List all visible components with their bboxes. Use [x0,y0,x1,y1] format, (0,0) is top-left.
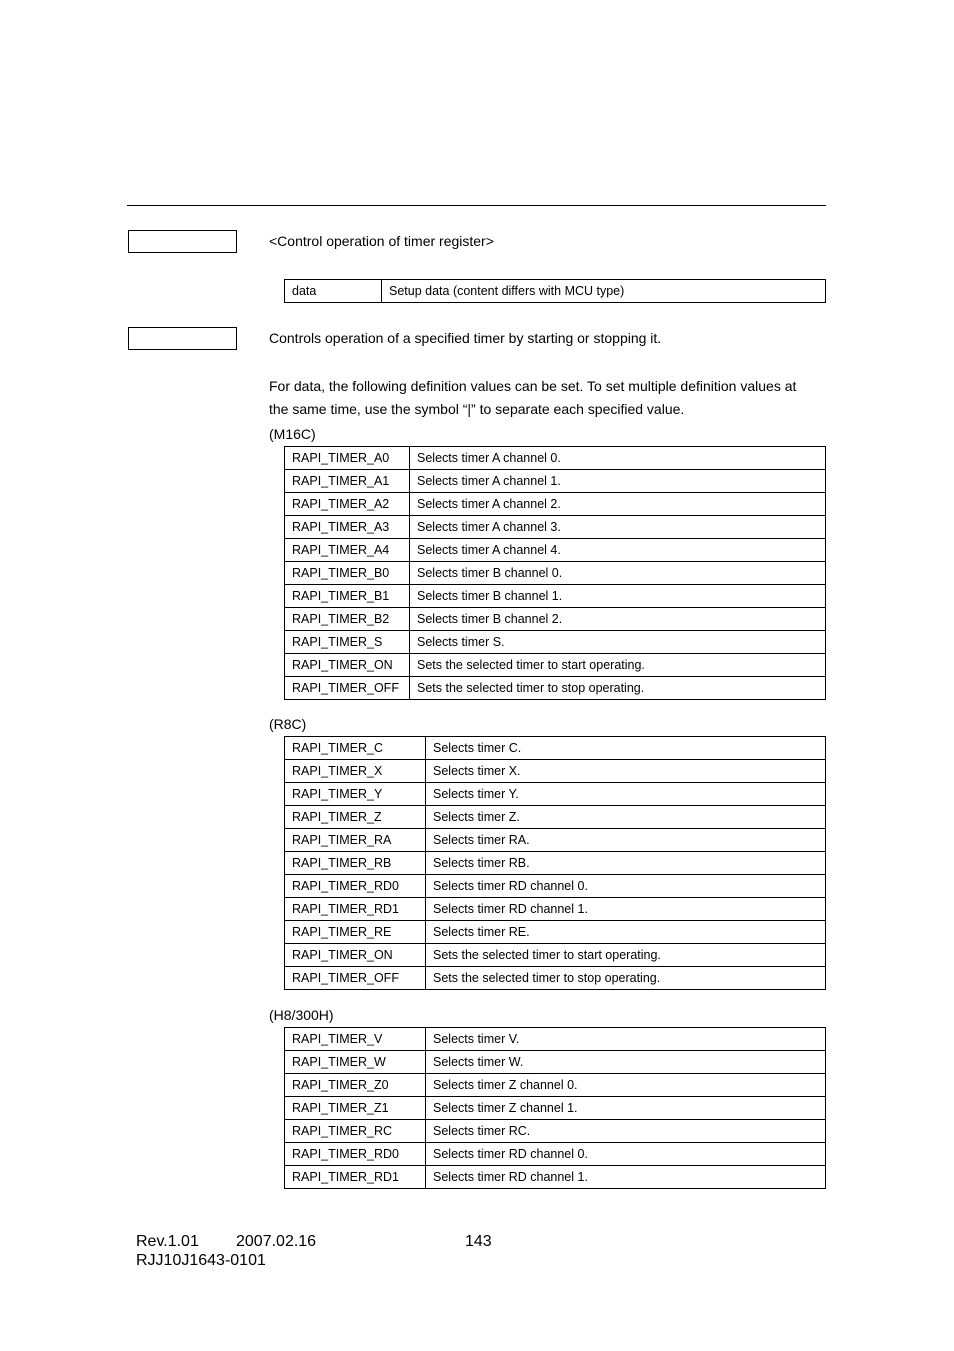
definition-description: Selects timer RD channel 1. [426,898,826,921]
table-row [285,875,826,898]
description-label-box [128,327,237,350]
definition-name: RAPI_TIMER_X [285,760,426,783]
table-row [285,783,826,806]
table-row [285,585,826,608]
definition-name: RAPI_TIMER_ON [285,654,410,677]
description-para-line-1: For data, the following definition values can be set. To set multiple definition values at [269,378,797,394]
definition-description: Sets the selected timer to stop operating. [426,967,826,990]
definition-description: Selects timer A channel 0. [410,447,826,470]
table-row [285,562,826,585]
argument-name: data [285,280,382,303]
top-rule [127,205,826,206]
table-row [285,944,826,967]
table-row [285,1143,826,1166]
definition-name: RAPI_TIMER_A3 [285,516,410,539]
definition-name: RAPI_TIMER_W [285,1051,426,1074]
definition-description: Selects timer RB. [426,852,826,875]
argument-description: Setup data (content differs with MCU type) [382,280,826,303]
table-row [285,1028,826,1051]
r8c-table [284,736,826,990]
footer-doc-id: RJJ10J1643-0101 [136,1252,266,1269]
table-row [285,654,826,677]
definition-description: Sets the selected timer to start operating. [426,944,826,967]
definition-name: RAPI_TIMER_A0 [285,447,410,470]
table-row [285,1120,826,1143]
definition-description: Sets the selected timer to start operating. [410,654,826,677]
table-row [285,493,826,516]
definition-name: RAPI_TIMER_A1 [285,470,410,493]
definition-name: RAPI_TIMER_OFF [285,677,410,700]
table-row [285,1074,826,1097]
definition-name: RAPI_TIMER_B0 [285,562,410,585]
definition-name: RAPI_TIMER_Z [285,806,426,829]
definition-description: Selects timer W. [426,1051,826,1074]
definition-description: Selects timer Z channel 1. [426,1097,826,1120]
definition-description: Selects timer RE. [426,921,826,944]
definition-name: RAPI_TIMER_A2 [285,493,410,516]
h8-300h-label: (H8/300H) [269,1007,334,1023]
table-row [285,470,826,493]
definition-description: Selects timer RD channel 0. [426,875,826,898]
definition-name: RAPI_TIMER_OFF [285,967,426,990]
footer-revision: Rev.1.01 [136,1233,199,1250]
syntax-label-box [128,230,237,253]
definition-name: RAPI_TIMER_RA [285,829,426,852]
table-row [285,829,826,852]
table-row [285,898,826,921]
definition-description: Sets the selected timer to stop operating. [410,677,826,700]
definition-description: Selects timer B channel 1. [410,585,826,608]
definition-description: Selects timer X. [426,760,826,783]
h8-300h-table [284,1027,826,1189]
definition-name: RAPI_TIMER_Z0 [285,1074,426,1097]
definition-description: Selects timer B channel 2. [410,608,826,631]
definition-name: RAPI_TIMER_Z1 [285,1097,426,1120]
definition-name: RAPI_TIMER_RD0 [285,875,426,898]
table-row [285,677,826,700]
definition-description: Selects timer A channel 4. [410,539,826,562]
table-row [285,921,826,944]
description-summary: Controls operation of a specified timer by starting or stopping it. [269,330,662,346]
definition-description: Selects timer A channel 1. [410,470,826,493]
table-row [285,852,826,875]
table-row [285,1097,826,1120]
definition-name: RAPI_TIMER_B2 [285,608,410,631]
definition-description: Selects timer S. [410,631,826,654]
footer-date: 2007.02.16 [236,1233,317,1250]
table-row [285,539,826,562]
m16c-label: (M16C) [269,426,316,442]
definition-description: Selects timer RA. [426,829,826,852]
table-row [285,737,826,760]
definition-description: Selects timer RC. [426,1120,826,1143]
definition-name: RAPI_TIMER_C [285,737,426,760]
definition-name: RAPI_TIMER_RC [285,1120,426,1143]
argument-table [284,279,826,303]
definition-description: Selects timer A channel 3. [410,516,826,539]
table-row [285,967,826,990]
table-row [285,631,826,654]
table-row [285,447,826,470]
r8c-label: (R8C) [269,716,307,732]
definition-description: Selects timer A channel 2. [410,493,826,516]
definition-name: RAPI_TIMER_RD1 [285,1166,426,1189]
table-row [285,1166,826,1189]
table-row [285,760,826,783]
definition-name: RAPI_TIMER_ON [285,944,426,967]
definition-name: RAPI_TIMER_B1 [285,585,410,608]
definition-name: RAPI_TIMER_V [285,1028,426,1051]
description-para-line-2: the same time, use the symbol “|” to separate each specified value. [269,401,685,417]
page-number: 143 [465,1233,492,1250]
definition-name: RAPI_TIMER_Y [285,783,426,806]
definition-name: RAPI_TIMER_RD0 [285,1143,426,1166]
definition-description: Selects timer Y. [426,783,826,806]
definition-name: RAPI_TIMER_S [285,631,410,654]
definition-name: RAPI_TIMER_RE [285,921,426,944]
definition-description: Selects timer Z channel 0. [426,1074,826,1097]
table-row [285,280,826,303]
definition-description: Selects timer C. [426,737,826,760]
definition-description: Selects timer B channel 0. [410,562,826,585]
table-row [285,806,826,829]
m16c-table [284,446,826,700]
definition-description: Selects timer RD channel 1. [426,1166,826,1189]
syntax-heading: <Control operation of timer register> [269,233,494,249]
definition-name: RAPI_TIMER_RD1 [285,898,426,921]
definition-description: Selects timer Z. [426,806,826,829]
table-row [285,608,826,631]
definition-description: Selects timer RD channel 0. [426,1143,826,1166]
table-row [285,1051,826,1074]
definition-name: RAPI_TIMER_RB [285,852,426,875]
definition-name: RAPI_TIMER_A4 [285,539,410,562]
table-row [285,516,826,539]
definition-description: Selects timer V. [426,1028,826,1051]
